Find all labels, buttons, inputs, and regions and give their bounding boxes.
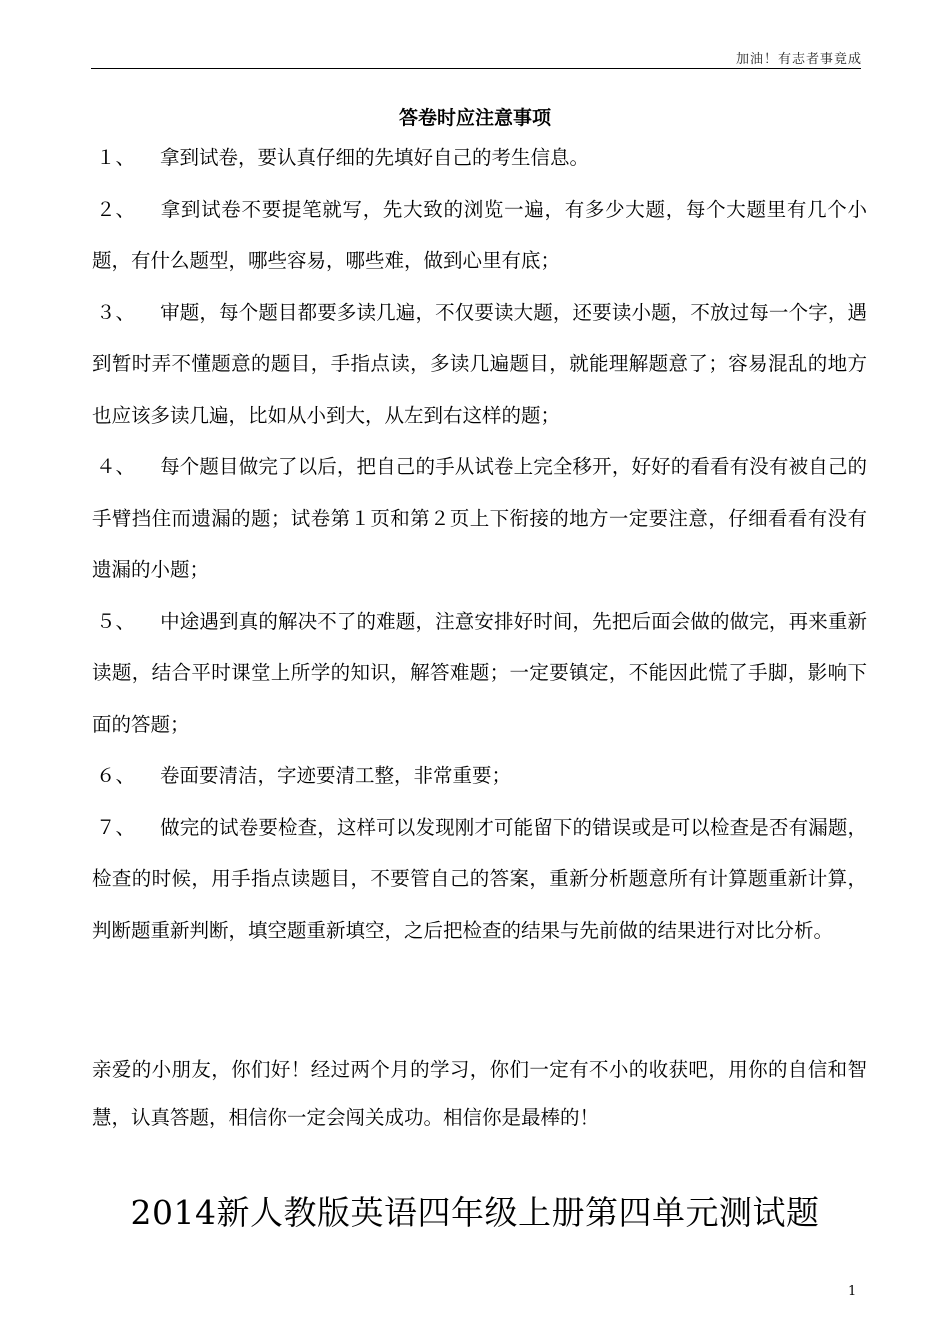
item-number: ４、: [96, 455, 136, 478]
item-text: 做完的试卷要检查，这样可以发现刚才可能留下的错误或是可以检查是否有漏题，检查的时候，用手指点读题目，不要管自己的答案，重新分析题意所有计算题重新计算，判断题重新判断，填空题重新填空，之后把检查的结果与先前做的结果进行对比分析。: [92, 815, 867, 942]
notice-list: [92, 132, 867, 956]
item-text: 每个题目做完了以后，把自己的手从试卷上完全移开，好好的看看有没有被自己的手臂挡住而遗漏的题；试卷第１页和第２页上下衔接的地方一定要注意，仔细看看有没有遗漏的小题；: [92, 455, 867, 581]
item-number: ３、: [96, 300, 136, 324]
notice-item-3: [92, 287, 867, 442]
item-number: ５、: [96, 609, 136, 633]
item-text: 卷面要清洁，字迹要清工整，非常重要；: [160, 764, 512, 787]
item-number: ２、: [96, 197, 136, 221]
item-text: 拿到试卷不要提笔就写，先大致的浏览一遍，有多少大题，每个大题里有几个小题，有什么题型，哪些容易，哪些难，做到心里有底；: [92, 197, 867, 272]
notice-item-4: [92, 441, 867, 596]
header-divider: [91, 68, 861, 69]
notice-title: 答卷时应注意事项: [398, 107, 551, 129]
item-text: 中途遇到真的解决不了的难题，注意安排好时间，先把后面会做的做完，再来重新读题，结合平时课堂上所学的知识，解答难题；一定要镇定，不能因此慌了手脚，影响下面的答题；: [92, 609, 867, 736]
notice-item-2: [92, 184, 867, 287]
closing-paragraph: 亲爱的小朋友，你们好！经过两个月的学习，你们一定有不小的收获吧，用你的自信和智慧，认真答题，相信你一定会闯关成功。相信你是最棒的！: [92, 1058, 867, 1129]
item-text: 拿到试卷，要认真仔细的先填好自己的考生信息。: [160, 146, 590, 169]
notice-item-6: [92, 750, 867, 802]
item-number: １、: [96, 146, 136, 169]
item-text: 审题，每个题目都要多读几遍，不仅要读大题，还要读小题，不放过每一个字，遇到暂时弄不懂题意的题目，手指点读，多读几遍题目，就能理解题意了；容易混乱的地方也应该多读几遍，比如从小到大，从左到右这样的题；: [92, 300, 867, 427]
item-number: ６、: [96, 764, 136, 787]
page-number: 1: [848, 1284, 857, 1299]
header-motto: 加油！有志者事竟成: [735, 52, 862, 67]
exam-title: 2014新人教版英语四年级上册第四单元测试题: [130, 1193, 820, 1232]
item-number: ７、: [96, 815, 136, 839]
notice-item-1: [92, 132, 867, 184]
notice-item-7: [92, 802, 867, 957]
notice-item-5: [92, 596, 867, 751]
